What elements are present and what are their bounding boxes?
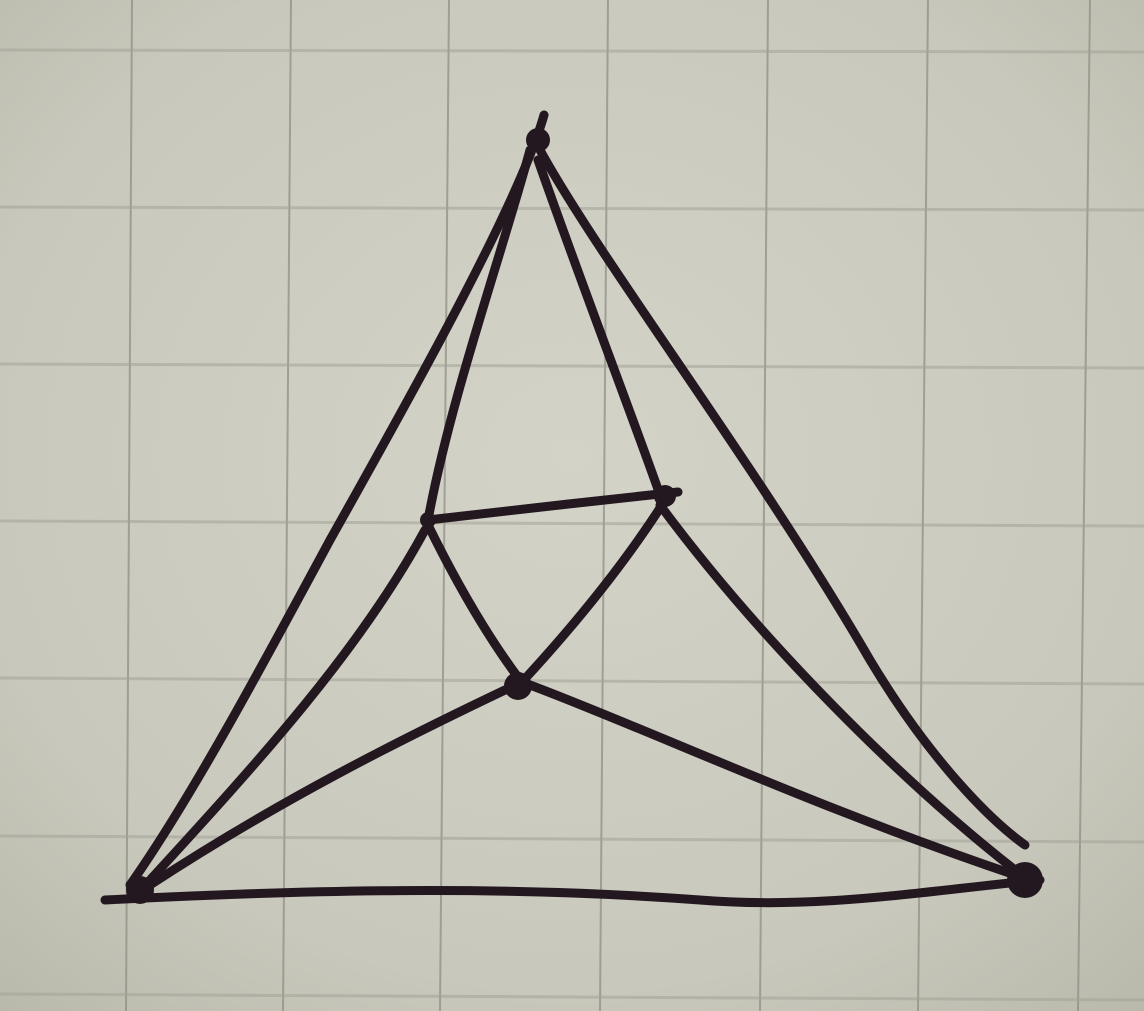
inner-right-vertex [654,485,676,507]
grid-line-h1 [0,50,1144,52]
bottom-right-vertex [1007,862,1043,898]
bottom-left-vertex [126,876,154,904]
apex-vertex [526,128,550,152]
inner-left-vertex [420,512,436,528]
inner-bottom-vertex [504,672,532,700]
